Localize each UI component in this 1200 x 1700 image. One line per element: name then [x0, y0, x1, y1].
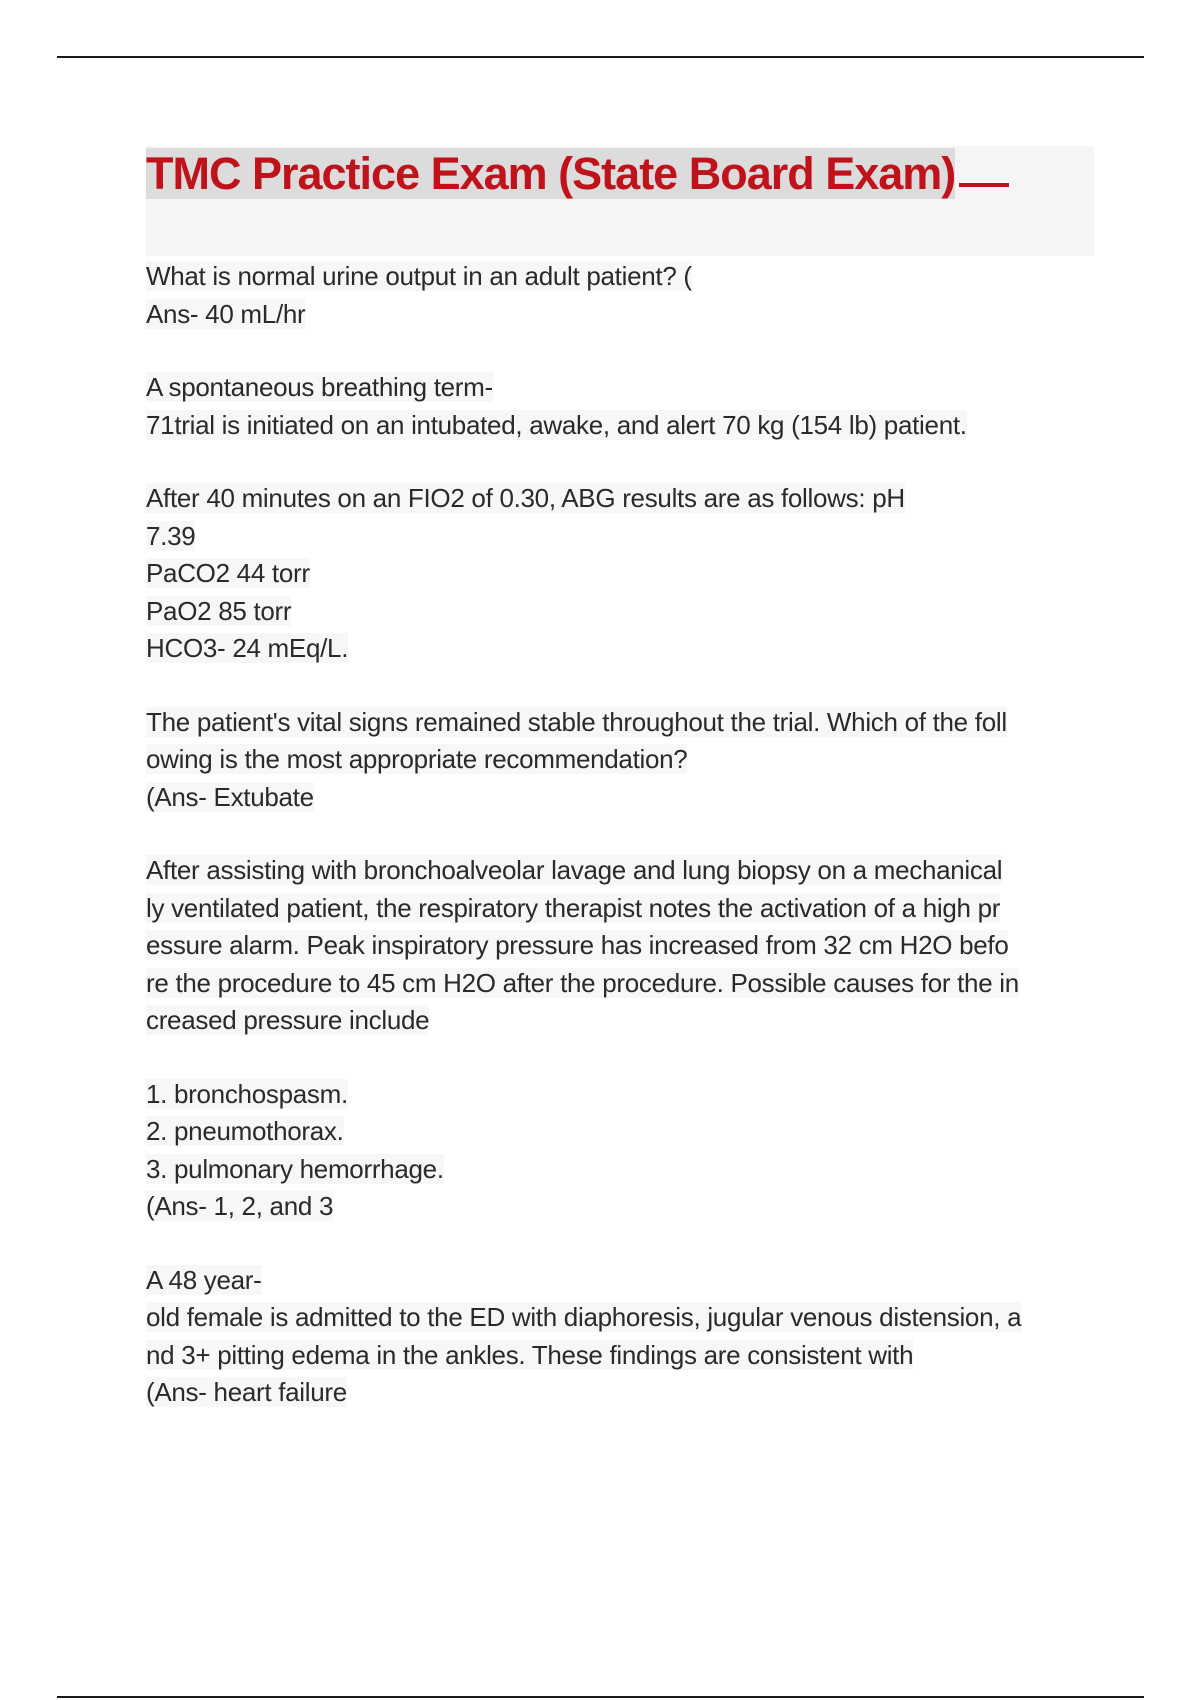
question-block — [146, 480, 1096, 668]
text-line-content: ly ventilated patient, the respiratory therapist notes the activation of a high pr — [146, 892, 1001, 923]
text-line-content: (Ans- Extubate — [146, 781, 314, 812]
text-line — [146, 890, 1096, 928]
text-line — [146, 1337, 1096, 1375]
text-line — [146, 407, 1096, 445]
text-line-content: After 40 minutes on an FIO2 of 0.30, ABG results are as follows: pH — [146, 483, 905, 513]
text-line-content: re the procedure to 45 cm H2O after the procedure. Possible causes for the in — [146, 967, 1019, 998]
text-line — [146, 518, 1096, 556]
text-line — [146, 704, 1096, 742]
text-line-content: The patient's vital signs remained stable throughout the trial. Which of the foll — [146, 706, 1007, 737]
text-line-content: PaO2 85 torr — [146, 595, 292, 626]
bottom-rule — [57, 1696, 1144, 1698]
text-line-content: 1. bronchospasm. — [146, 1078, 348, 1109]
text-line — [146, 1262, 1096, 1300]
text-line — [146, 927, 1096, 965]
text-line — [146, 741, 1096, 779]
text-line-content: 7.39 — [146, 520, 196, 551]
text-line-content: creased pressure include — [146, 1005, 430, 1035]
text-line-content: PaCO2 44 torr — [146, 558, 310, 588]
page-title — [146, 147, 1009, 200]
page-title-text: TMC Practice Exam (State Board Exam) — [146, 148, 956, 199]
text-line — [146, 296, 1096, 334]
question-block — [146, 852, 1096, 1040]
text-line — [146, 258, 1096, 296]
document-body — [146, 258, 1096, 1448]
text-line — [146, 965, 1096, 1003]
text-line-content: owing is the most appropriate recommendation? — [146, 744, 688, 774]
text-line-content: What is normal urine output in an adult patient? ( — [146, 261, 692, 291]
title-underscore — [959, 183, 1009, 187]
text-line — [146, 852, 1096, 890]
question-block — [146, 1262, 1096, 1412]
text-line — [146, 1151, 1096, 1189]
text-line — [146, 1374, 1096, 1412]
text-line — [146, 1076, 1096, 1114]
text-line-content: old female is admitted to the ED with diaphoresis, jugular venous distension, a — [146, 1302, 1022, 1332]
text-line-content: Ans- 40 mL/hr — [146, 298, 306, 329]
text-line — [146, 593, 1096, 631]
text-line — [146, 779, 1096, 817]
text-line — [146, 1002, 1096, 1040]
text-line-content: After assisting with bronchoalveolar lavage and lung biopsy on a mechanical — [146, 855, 1003, 885]
text-line-content: A spontaneous breathing term- — [146, 372, 493, 402]
text-line — [146, 1113, 1096, 1151]
question-block — [146, 1076, 1096, 1226]
top-rule — [57, 56, 1144, 58]
question-block — [146, 704, 1096, 817]
text-line — [146, 555, 1096, 593]
text-line-content: nd 3+ pitting edema in the ankles. These findings are consistent with — [146, 1339, 914, 1370]
text-line-content: HCO3- 24 mEq/L. — [146, 633, 349, 663]
text-line-content: essure alarm. Peak inspiratory pressure has increased from 32 cm H2O befo — [146, 930, 1009, 960]
question-block — [146, 369, 1096, 444]
text-line-content: (Ans- 1, 2, and 3 — [146, 1191, 334, 1221]
text-line-content: 71trial is initiated on an intubated, awake, and alert 70 kg (154 lb) patient. — [146, 409, 967, 440]
text-line-content: 2. pneumothorax. — [146, 1116, 344, 1146]
text-line — [146, 480, 1096, 518]
text-line-content: 3. pulmonary hemorrhage. — [146, 1153, 444, 1184]
text-line — [146, 369, 1096, 407]
text-line — [146, 1188, 1096, 1226]
question-block — [146, 258, 1096, 333]
text-line-content: A 48 year- — [146, 1264, 262, 1295]
text-line — [146, 630, 1096, 668]
text-line — [146, 1299, 1096, 1337]
text-line-content: (Ans- heart failure — [146, 1377, 347, 1407]
